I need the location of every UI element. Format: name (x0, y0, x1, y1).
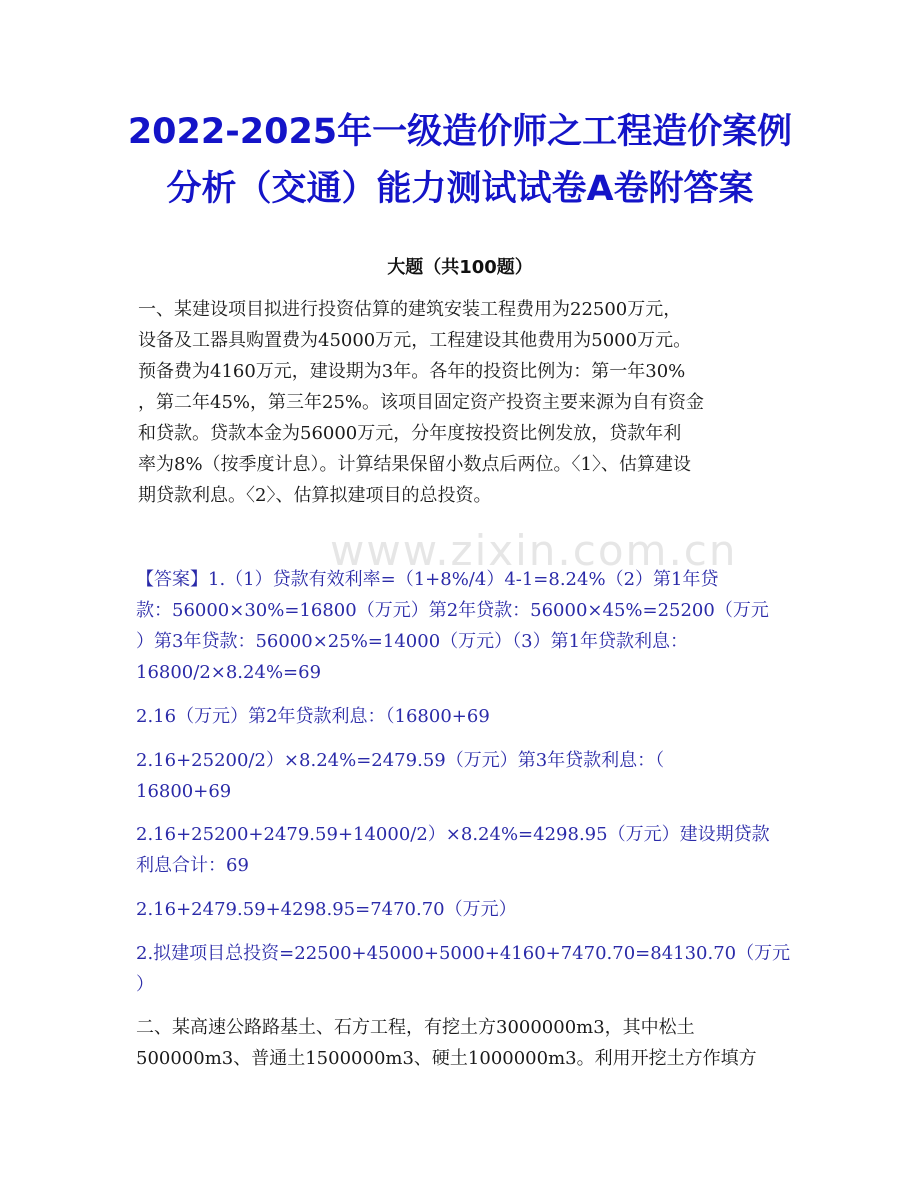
answer-1-block-2 (136, 701, 786, 732)
answer-1-block-1 (136, 564, 786, 688)
answer-line: 款：56000×30%=16800（万元）第2年贷款：56000×45%=25200（万元 (136, 600, 769, 621)
question-2-line: 二、某高速公路路基土、石方工程，有挖土方3000000m3，其中松土 (136, 1017, 695, 1038)
answer-line: 16800+69 (136, 781, 232, 802)
question-1 (138, 294, 788, 511)
question-1-line: 预备费为4160万元，建设期为3年。各年的投资比例为：第一年30% (138, 361, 686, 382)
title-line-2: 分析（交通）能力测试试卷A卷附答案 (166, 169, 754, 209)
answer-line: 【答案】1.（1）贷款有效利率=（1+8%/4）4-1=8.24%（2）第1年贷 (136, 569, 719, 590)
answer-line: ） (136, 974, 154, 995)
answer-1-block-6 (136, 938, 791, 1000)
question-1-line: ，第二年45%，第三年25%。该项目固定资产投资主要来源为自有资金 (138, 392, 705, 413)
question-2-line: 500000m3、普通土1500000m3、硬土1000000m3。利用开挖土方作填方 (136, 1048, 757, 1069)
question-1-line: 期贷款利息。〈2〉、估算拟建项目的总投资。 (138, 485, 492, 506)
answer-line: 2.16（万元）第2年贷款利息：（16800+69 (136, 706, 490, 727)
watermark: www.zixin.com.cn (330, 526, 738, 575)
answer-line: 2.16+2479.59+4298.95=7470.70（万元） (136, 899, 517, 920)
title-line-1: 2022-2025年一级造价师之工程造价案例 (127, 112, 793, 152)
answer-1-block-5 (136, 894, 786, 925)
section-heading: 大题（共100题） (387, 257, 533, 278)
question-1-line: 设备及工器具购置费为45000万元，工程建设其他费用为5000万元。 (138, 330, 692, 351)
answer-1-block-3 (136, 745, 786, 807)
answer-line: 2.拟建项目总投资=22500+45000+5000+4160+7470.70=84130.70（万元 (136, 943, 791, 964)
document-title (60, 104, 860, 218)
answer-1-block-4 (136, 819, 786, 881)
question-1-line: 率为8%（按季度计息）。计算结果保留小数点后两位。〈1〉、估算建设 (138, 454, 692, 475)
answer-line: 16800/2×8.24%=69 (136, 662, 322, 683)
answer-line: 2.16+25200/2）×8.24%=2479.59（万元）第3年贷款利息：（ (136, 750, 665, 771)
question-1-line: 一、某建设项目拟进行投资估算的建筑安装工程费用为22500万元， (138, 299, 682, 320)
question-1-line: 和贷款。贷款本金为56000万元，分年度按投资比例发放，贷款年利 (138, 423, 682, 444)
answer-line: 利息合计：69 (136, 855, 249, 876)
answer-line: 2.16+25200+2479.59+14000/2）×8.24%=4298.95（万元）建设期贷款 (136, 824, 770, 845)
question-2 (136, 1012, 786, 1074)
answer-line: ）第3年贷款：56000×25%=14000（万元）（3）第1年贷款利息： (136, 631, 689, 652)
